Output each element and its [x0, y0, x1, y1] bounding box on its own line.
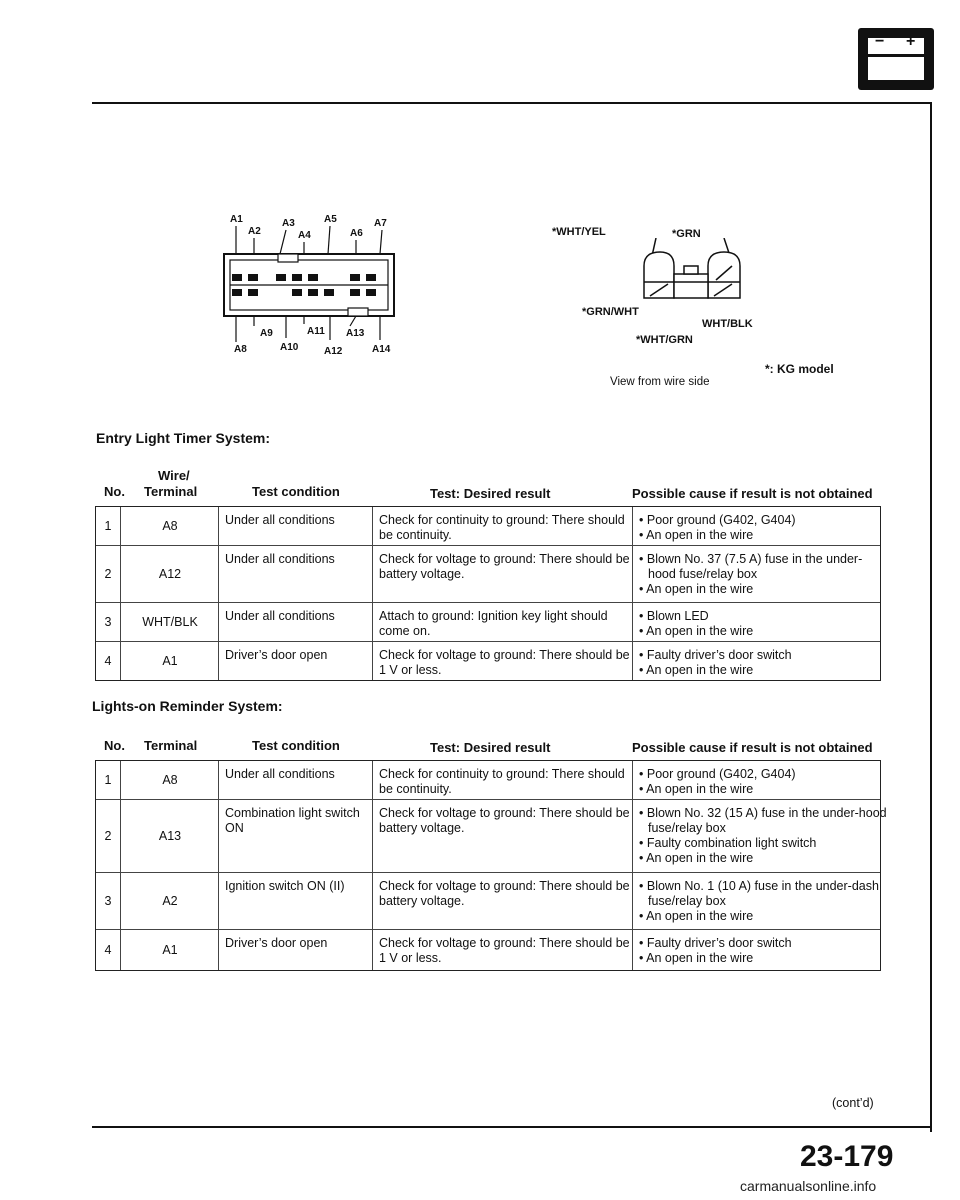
pin-label-a12: A12 [324, 346, 343, 355]
row-condition: Ignition switch ON (II) [218, 873, 385, 929]
cause-item: • Poor ground (G402, G404) [639, 767, 887, 782]
section1-header-terminal: Terminal [144, 484, 198, 499]
row-condition: Driver’s door open [218, 642, 385, 680]
section2-header-cause: Possible cause if result is not obtained [632, 740, 873, 755]
label-wht-blk: WHT/BLK [702, 318, 753, 330]
row-result: Check for continuity to ground: There should be continuity. [372, 507, 645, 545]
row-result: Check for voltage to ground: There should be battery voltage. [372, 873, 645, 929]
cause-item: • Faulty driver’s door switch [639, 648, 887, 663]
pin-label-a7: A7 [374, 218, 387, 229]
pin-label-a6: A6 [350, 228, 363, 239]
cause-item: • Faulty combination light switch [639, 836, 887, 851]
cause-item: • Blown No. 32 (15 A) fuse in the under-hood fuse/relay box [639, 806, 887, 836]
table-row [96, 641, 880, 680]
cause-item: • An open in the wire [639, 782, 887, 797]
bottom-rule [92, 1126, 932, 1128]
cause-item: • An open in the wire [639, 909, 887, 924]
section1-title: Entry Light Timer System: [96, 430, 271, 446]
row-terminal: A1 [120, 642, 219, 680]
section2-header-no: No. [104, 738, 125, 753]
row-no: 4 [104, 653, 112, 668]
row-causes [632, 873, 893, 929]
table-row [96, 761, 880, 799]
cause-item: • Blown No. 1 (10 A) fuse in the under-dash fuse/relay box [639, 879, 887, 909]
pin-label-a11: A11 [307, 326, 325, 337]
row-terminal: A12 [120, 546, 219, 602]
row-result: Check for continuity to ground: There should be continuity. [372, 761, 645, 799]
connector-b-diagram [640, 238, 760, 304]
section2-table [95, 760, 887, 971]
label-grn-wht: *GRN/WHT [582, 306, 639, 318]
continued-note: (cont’d) [832, 1096, 874, 1110]
battery-minus: − [875, 33, 885, 50]
row-condition: Under all conditions [218, 546, 385, 602]
row-condition: Under all conditions [218, 507, 385, 545]
row-no: 2 [104, 828, 112, 843]
row-causes [632, 507, 893, 545]
table-row [96, 545, 880, 602]
row-result: Check for voltage to ground: There should be 1 V or less. [372, 930, 645, 970]
row-no: 3 [104, 893, 112, 908]
cause-item: • An open in the wire [639, 528, 887, 543]
row-causes [632, 761, 893, 799]
kg-model-note: *: KG model [765, 362, 834, 376]
table-row [96, 602, 880, 641]
page-number: 23-179 [800, 1140, 894, 1173]
pin-label-a10: A10 [280, 342, 299, 353]
row-no: 1 [104, 518, 112, 533]
row-terminal: A1 [120, 930, 219, 970]
section1-header-result: Test: Desired result [430, 486, 551, 501]
section2-header-result: Test: Desired result [430, 740, 551, 755]
row-result: Check for voltage to ground: There should be 1 V or less. [372, 642, 645, 680]
table-row [96, 929, 880, 970]
pin-label-a3: A3 [282, 218, 295, 229]
row-terminal: WHT/BLK [120, 603, 219, 641]
pin-label-a1: A1 [230, 214, 243, 225]
section2-header-condition: Test condition [252, 738, 340, 753]
row-result: Attach to ground: Ignition key light should come on. [372, 603, 645, 641]
pin-label-a5: A5 [324, 214, 337, 225]
label-wht-yel: *WHT/YEL [552, 226, 606, 238]
row-causes [632, 642, 893, 680]
row-no: 1 [104, 772, 112, 787]
pin-label-a4: A4 [298, 230, 311, 241]
battery-icon [858, 28, 934, 90]
row-terminal: A8 [120, 507, 219, 545]
row-causes [632, 603, 893, 641]
top-rule [92, 102, 932, 104]
pin-label-a13: A13 [346, 328, 365, 339]
cause-item: • An open in the wire [639, 663, 887, 678]
label-grn: *GRN [672, 228, 701, 240]
row-terminal: A8 [120, 761, 219, 799]
row-condition: Driver’s door open [218, 930, 385, 970]
right-rule [930, 102, 932, 1132]
table-row [96, 872, 880, 929]
cause-item: • An open in the wire [639, 624, 887, 639]
watermark: carmanualsonline.info [740, 1178, 877, 1194]
pin-label-a9: A9 [260, 328, 273, 339]
table-row [96, 799, 887, 872]
cause-item: • Blown LED [639, 609, 887, 624]
section1-table [95, 506, 881, 681]
cause-item: • Faulty driver’s door switch [639, 936, 887, 951]
view-note: View from wire side [610, 376, 710, 388]
row-terminal: A2 [120, 873, 219, 929]
pin-label-a14: A14 [372, 344, 391, 355]
row-causes [632, 546, 893, 602]
section2-header-terminal: Terminal [144, 738, 198, 753]
row-no: 4 [104, 942, 112, 957]
row-result: Check for voltage to ground: There should be battery voltage. [372, 546, 645, 602]
row-condition: Under all conditions [218, 603, 385, 641]
row-result: Check for voltage to ground: There should be battery voltage. [372, 800, 645, 872]
section1-header-condition: Test condition [252, 484, 340, 499]
section2-title: Lights-on Reminder System: [92, 698, 283, 714]
cause-item: • An open in the wire [639, 951, 887, 966]
cause-item: • Blown No. 37 (7.5 A) fuse in the under-hood fuse/relay box [639, 552, 887, 582]
row-terminal: A13 [120, 800, 219, 872]
cause-item: • Poor ground (G402, G404) [639, 513, 887, 528]
cause-item: • An open in the wire [639, 851, 887, 866]
row-no: 3 [104, 614, 112, 629]
pin-label-a8: A8 [234, 344, 247, 355]
cause-item: • An open in the wire [639, 582, 887, 597]
table-row [96, 507, 880, 545]
battery-plus: + [906, 33, 916, 50]
row-causes [632, 800, 893, 872]
row-causes [632, 930, 893, 970]
section1-header-wire: Wire/ [158, 468, 190, 483]
section1-header-no: No. [104, 484, 125, 499]
connector-a-diagram [220, 210, 420, 355]
row-no: 2 [104, 566, 112, 581]
row-condition: Under all conditions [218, 761, 385, 799]
label-wht-grn: *WHT/GRN [636, 334, 693, 346]
section1-header-cause: Possible cause if result is not obtained [632, 486, 873, 501]
pin-label-a2: A2 [248, 226, 261, 237]
row-condition: Combination light switch ON [218, 800, 385, 872]
